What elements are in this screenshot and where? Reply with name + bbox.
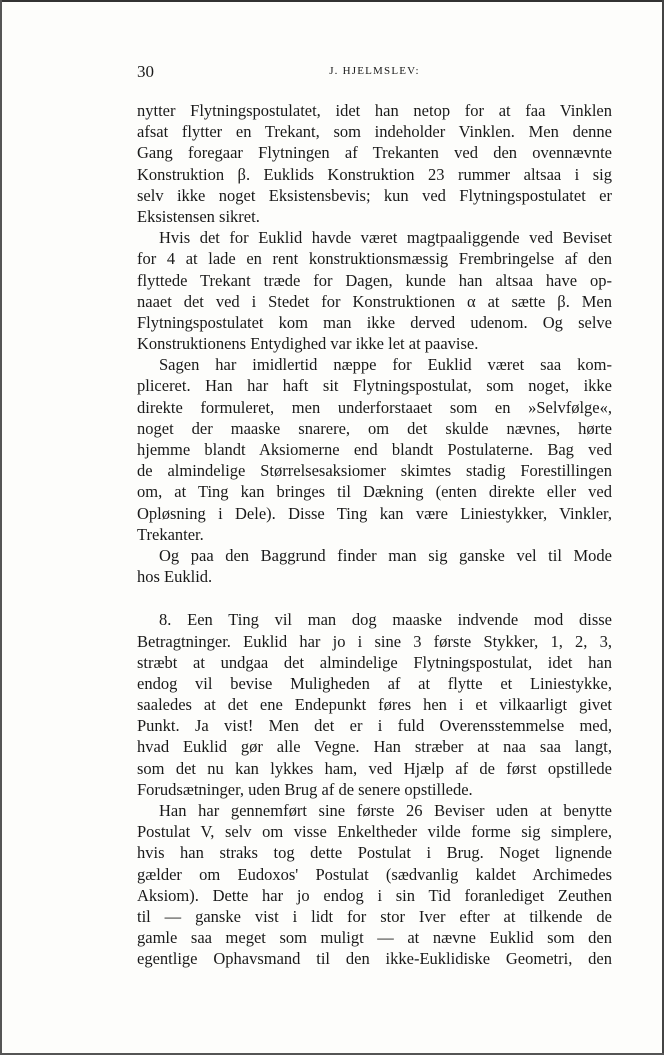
text-line: 8. Een Ting vil man dog maaske indvende mod disse — [159, 610, 612, 630]
text-line: Punkt. Ja vist! Men det er i fuld Overensstemmelse med, — [137, 716, 612, 736]
text-line: endog vil bevise Muligheden af at flytte et Liniestykke, — [137, 673, 612, 693]
text-line: Flytningspostulatet kom man ikke derved udenom. Og selve — [137, 312, 612, 332]
text-line: Han har gennemført sine første 26 Beviser uden at benytte — [159, 801, 612, 820]
text-line: Opløsning i Dele). Disse Ting kan være Liniestykker, Vinkler, — [137, 503, 612, 523]
text-line: noget der maaske snarere, om det skulde nævnes, hørte — [137, 418, 612, 438]
text-line: selv ikke noget Eksistensbevis; kun ved Flytningspostulatet er — [137, 185, 612, 205]
text-line: hjemme blandt Aksiomerne end blandt Postulaterne. Bag ved — [137, 440, 612, 459]
text-line: flyttede Trekant træde for Dagen, kunde han altsaa have op- — [137, 270, 612, 290]
page-edge-top — [0, 0, 664, 2]
text-line: Postulat V, selv om visse Enkeltheder vilde forme sig simplere, — [137, 822, 612, 842]
text-line: Konstruktion β. Euklids Konstruktion 23 rummer altsaa i sig — [137, 164, 612, 184]
text-line: gælder om Eudoxos' Postulat (sædvanlig kaldet Archimedes — [137, 864, 612, 884]
text-line: Trekanter. — [137, 524, 204, 544]
text-line: hvis han straks tog dette Postulat i Brug. Noget lignende — [137, 843, 612, 863]
text-line: stræbt at undgaa det almindelige Flytningspostulat, idet han — [137, 652, 612, 672]
running-head: J. HJELMSLEV: — [329, 65, 420, 77]
text-line: hos Euklid. — [137, 567, 213, 587]
body-text — [137, 100, 612, 970]
text-line: Konstruktionens Entydighed var ikke let at paavise. — [137, 334, 479, 354]
text-line: om, at Ting kan bringes til Dækning (enten direkte eller ved — [137, 482, 612, 502]
text-line: Sagen har imidlertid næppe for Euklid været saa kom- — [159, 355, 612, 375]
text-line: til — ganske vist i lidt for stor Iver efter at tilkende de — [137, 906, 612, 926]
text-line: pliceret. Han har haft sit Flytningspostulat, som noget, ikke — [137, 376, 612, 396]
text-line: nytter Flytningspostulatet, idet han netop for at faa Vinklen — [137, 101, 612, 120]
text-line: saaledes at det ene Endepunkt føres hen i et vilkaarligt givet — [137, 695, 612, 715]
text-line: Og paa den Baggrund finder man sig ganske vel til Mode — [159, 545, 612, 565]
text-line: direkte formuleret, men underforstaaet som en »Selvfølge«, — [137, 397, 612, 417]
page-number: 30 — [137, 62, 154, 81]
text-line: de almindelige Størrelsesaksiomer skimtes stadig Forestillingen — [137, 461, 612, 481]
page-edge-left — [0, 0, 2, 1055]
text-line: for 4 at lade en rent konstruktionsmæssig Frembringelse af den — [137, 249, 612, 269]
text-line: hvad Euklid gør alle Vegne. Han stræber at naa saa langt, — [137, 737, 612, 757]
text-line: gamle saa meget som muligt — at nævne Euklid som den — [137, 928, 612, 948]
text-line: Forudsætninger, uden Brug af de senere opstillede. — [137, 779, 473, 799]
text-line: Betragtninger. Euklid har jo i sine 3 første Stykker, 1, 2, 3, — [137, 631, 612, 651]
text-line: naaet det ved i Stedet for Konstruktionen α at sætte β. Men — [137, 291, 612, 311]
page-header — [137, 62, 612, 88]
text-line: som det nu kan lykkes ham, ved Hjælp af de først opstillede — [137, 758, 612, 778]
text-line: Hvis det for Euklid havde været magtpaaliggende ved Beviset — [159, 228, 612, 248]
text-line: Aksiom). Dette har jo endog i sin Tid foranlediget Zeuthen — [137, 885, 612, 905]
text-line: afsat flytter en Trekant, som indeholder Vinklen. Men denne — [137, 122, 612, 142]
text-line: Gang foregaar Flytningen af Trekanten ved den ovennævnte — [137, 143, 612, 163]
section-gap — [137, 587, 612, 609]
text-line: egentlige Ophavsmand til den ikke-Euklidiske Geometri, den — [137, 949, 612, 969]
text-line: Eksistensen sikret. — [137, 206, 260, 226]
